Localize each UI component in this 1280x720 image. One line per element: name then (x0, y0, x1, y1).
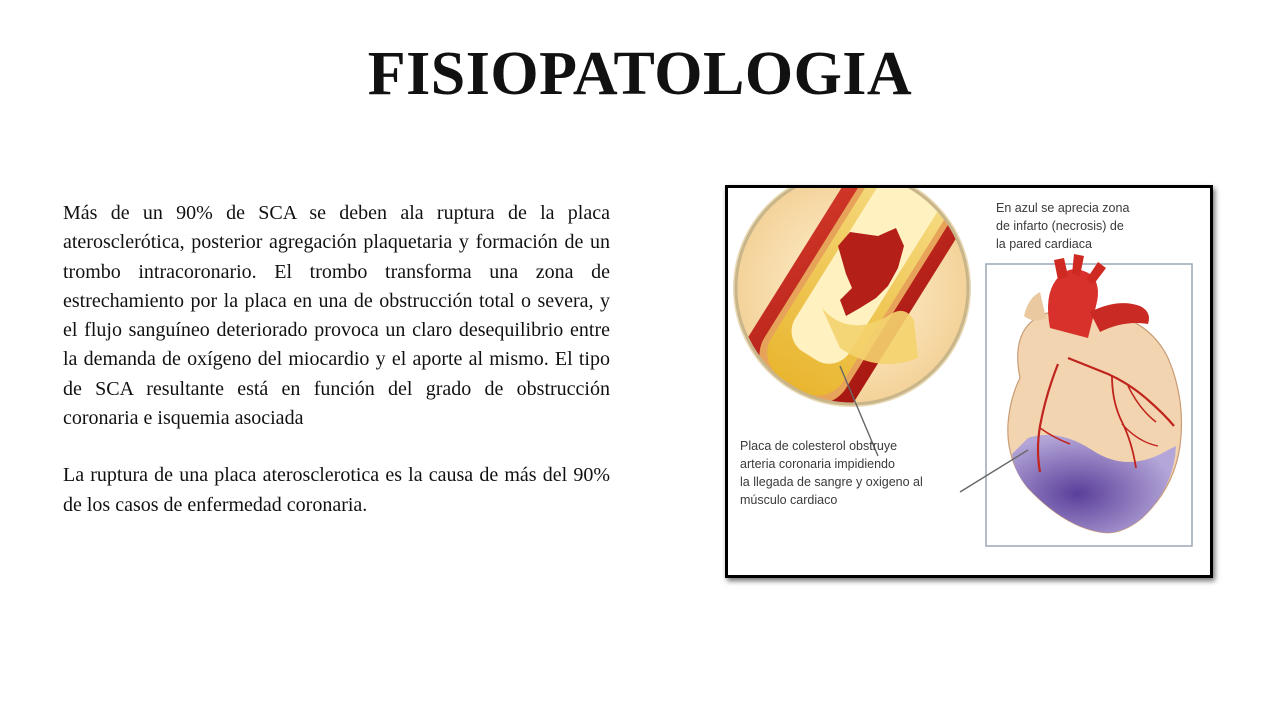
caption-infarct-zone: En azul se aprecia zona de infarto (necrosis) de la pared cardiaca (996, 201, 1130, 251)
caption-plaque-obstruction: Placa de colesterol obstruye arteria coronaria impidiendo la llegada de sangre y oxigeno al músculo cardiaco (740, 439, 923, 507)
paragraph-plaque-rupture: La ruptura de una placa aterosclerotica es la causa de más del 90% de los casos de enfermedad coronaria. (63, 464, 610, 516)
body-text (63, 199, 610, 520)
artery-closeup (728, 188, 979, 448)
slide-title: FISIOPATOLOGIA (367, 40, 913, 108)
heart-artery-illustration (728, 188, 1210, 575)
heart-illustration-figure (725, 185, 1213, 578)
paragraph-sca-mechanism: Más de un 90% de SCA se deben ala ruptura de la placa aterosclerótica, posterior agregación plaquetaria y formación de un trombo intracoronario. El trombo transforma una zona de estrechamiento por la placa en una de obstrucción total o severa, y el flujo sanguíneo deteriorado provoca un claro desequilibrio entre la demanda de oxígeno del miocardio y el aporte al mismo. El tipo de SCA resultante está en función del grado de obstrucción coronaria e isquemia asociada (63, 202, 610, 430)
